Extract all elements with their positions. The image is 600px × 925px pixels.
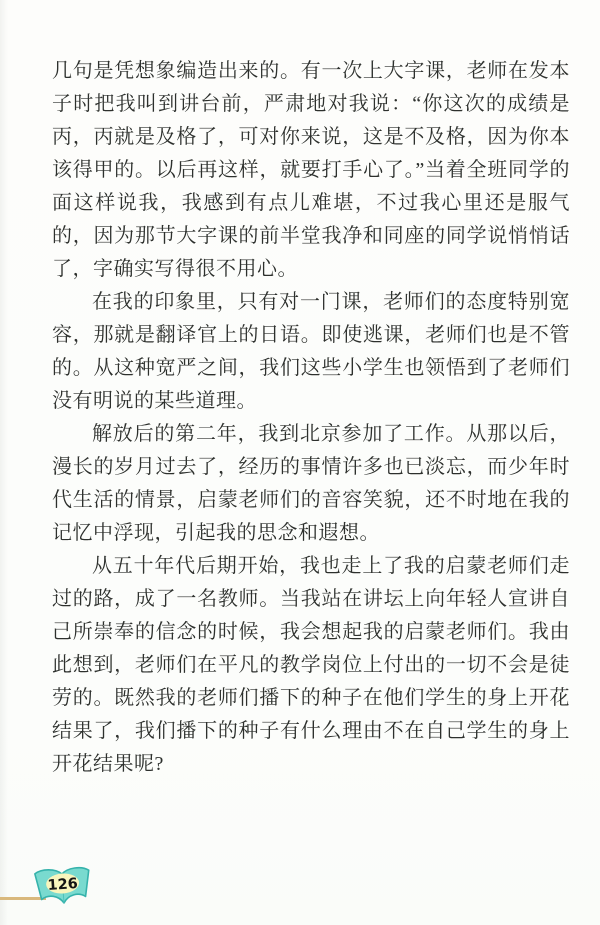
paragraph-4: 从五十年代后期开始，我也走上了我的启蒙老师们走过的路，成了一名教师。当我站在讲坛上向年轻人宣讲自己所崇奉的信念的时候，我会想起我的启蒙老师们。我由此想到，老师们在平凡的教学岗位上付出的一切不会是徒劳的。既然我的老师们播下的种子在他们学生的身上开花结果了，我们播下的种子有什么理由不在自己学生的身上开花结果呢? <box>52 555 570 775</box>
body-text <box>52 55 570 781</box>
paragraph-2: 在我的印象里，只有对一门课，老师们的态度特别宽容，那就是翻译官上的日语。即使逃课，老师们也是不管的。从这种宽严之间，我们这些小学生也领悟到了老师们没有明说的某些道理。 <box>52 291 570 412</box>
page-number: 126 <box>47 875 79 895</box>
page-number-badge <box>32 864 93 914</box>
paragraph-3: 解放后的第二年，我到北京参加了工作。从那以后，漫长的岁月过去了，经历的事情许多也已淡忘，而少年时代生活的情景，启蒙老师们的音容笑貌，还不时地在我的记忆中浮现，引起我的思念和遐想。 <box>52 423 570 544</box>
paragraph-1: 几句是凭想象编造出来的。有一次上大字课，老师在发本子时把我叫到讲台前，严肃地对我说：“你这次的成绩是丙，丙就是及格了，可对你来说，这是不及格，因为你本该得甲的。以后再这样，就要打手心了。”当着全班同学的面这样说我，我感到有点儿难堪，不过我心里还是服气的，因为那节大字课的前半堂我净和同座的同学说悄悄话了，字确实写得很不用心。 <box>52 60 570 280</box>
